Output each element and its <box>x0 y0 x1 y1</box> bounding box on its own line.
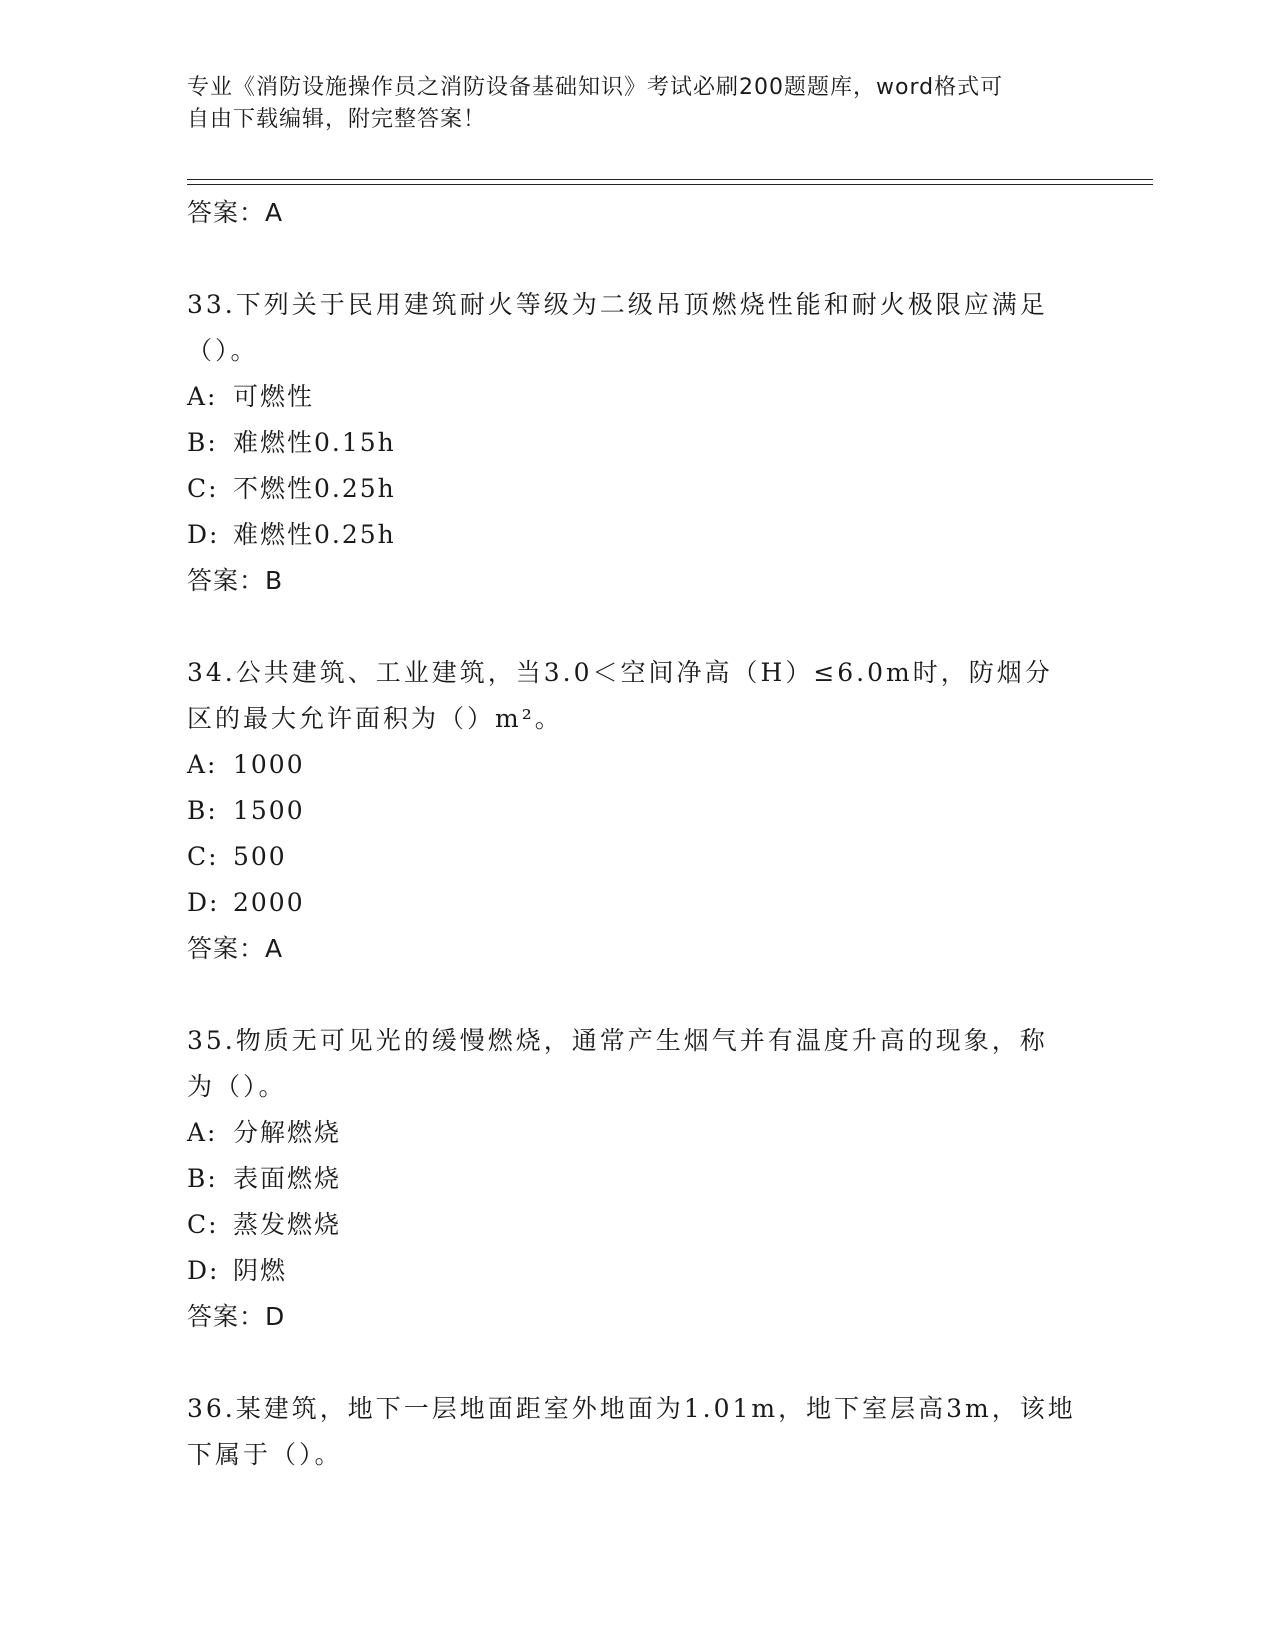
question-36 <box>187 1386 1087 1478</box>
header-line-1: 专业《消防设施操作员之消防设备基础知识》考试必刷200题题库，word格式可 <box>187 75 1004 100</box>
option-text: 可燃性 <box>233 382 315 411</box>
answer-line: 答案：D <box>187 1302 286 1331</box>
document-body <box>187 190 1087 1478</box>
option-text: 阴燃 <box>233 1256 288 1285</box>
option-text: 难燃性0.25h <box>233 520 396 549</box>
option-d <box>187 512 1087 558</box>
question-33 <box>187 282 1087 603</box>
option-c <box>187 834 1087 880</box>
option-text: 蒸发燃烧 <box>233 1210 342 1239</box>
option-text: 分解燃烧 <box>233 1118 342 1147</box>
option-letter: D: <box>187 888 220 917</box>
question-text-line: 为（）。 <box>187 1072 287 1101</box>
answer-line: 答案：A <box>187 934 284 963</box>
question-34 <box>187 650 1087 971</box>
option-b <box>187 420 1087 466</box>
option-b <box>187 788 1087 834</box>
option-text: 1500 <box>233 796 305 825</box>
question-text-line: 区的最大允许面积为（）m²。 <box>187 704 563 733</box>
spacer <box>187 1339 1087 1386</box>
header-divider-top <box>187 179 1153 180</box>
option-letter: B: <box>187 428 218 457</box>
option-letter: B: <box>187 796 218 825</box>
question-text-line: 36.某建筑，地下一层地面距室外地面为1.01m，地下室层高3m，该地 <box>187 1394 1076 1423</box>
option-a <box>187 742 1087 788</box>
option-text: 1000 <box>233 750 305 779</box>
answer-line: 答案：B <box>187 566 284 595</box>
question-text-line: （）。 <box>187 336 259 365</box>
option-letter: A: <box>187 750 218 779</box>
option-text: 500 <box>233 842 287 871</box>
option-a <box>187 374 1087 420</box>
option-b <box>187 1156 1087 1202</box>
question-text <box>187 1018 1077 1110</box>
option-text: 难燃性0.15h <box>233 428 396 457</box>
spacer <box>187 235 1087 282</box>
spacer <box>187 603 1087 650</box>
question-text <box>187 650 1077 742</box>
option-text: 表面燃烧 <box>233 1164 342 1193</box>
question-35 <box>187 1018 1087 1339</box>
option-letter: C: <box>187 842 219 871</box>
option-letter: C: <box>187 474 219 503</box>
answer-line: 答案：A <box>187 198 284 227</box>
option-a <box>187 1110 1087 1156</box>
document-header <box>187 72 1067 136</box>
header-line-2: 自由下载编辑，附完整答案！ <box>187 107 487 132</box>
option-text: 2000 <box>233 888 305 917</box>
option-d <box>187 1248 1087 1294</box>
option-letter: D: <box>187 520 220 549</box>
option-letter: A: <box>187 1118 218 1147</box>
option-c <box>187 1202 1087 1248</box>
option-d <box>187 880 1087 926</box>
option-letter: B: <box>187 1164 218 1193</box>
question-text-line: 下属于（）。 <box>187 1440 343 1469</box>
question-text-line: 33.下列关于民用建筑耐火等级为二级吊顶燃烧性能和耐火极限应满足 <box>187 290 1048 319</box>
option-letter: A: <box>187 382 218 411</box>
header-divider-bottom <box>187 184 1153 185</box>
question-text-line: 35.物质无可见光的缓慢燃烧，通常产生烟气并有温度升高的现象，称 <box>187 1026 1048 1055</box>
option-letter: C: <box>187 1210 219 1239</box>
option-text: 不燃性0.25h <box>233 474 396 503</box>
spacer <box>187 971 1087 1018</box>
question-text <box>187 282 1077 374</box>
question-text-line: 34.公共建筑、工业建筑，当3.0＜空间净高（H）≤6.0m时，防烟分 <box>187 658 1053 687</box>
question-text <box>187 1386 1077 1478</box>
option-letter: D: <box>187 1256 220 1285</box>
option-c <box>187 466 1087 512</box>
